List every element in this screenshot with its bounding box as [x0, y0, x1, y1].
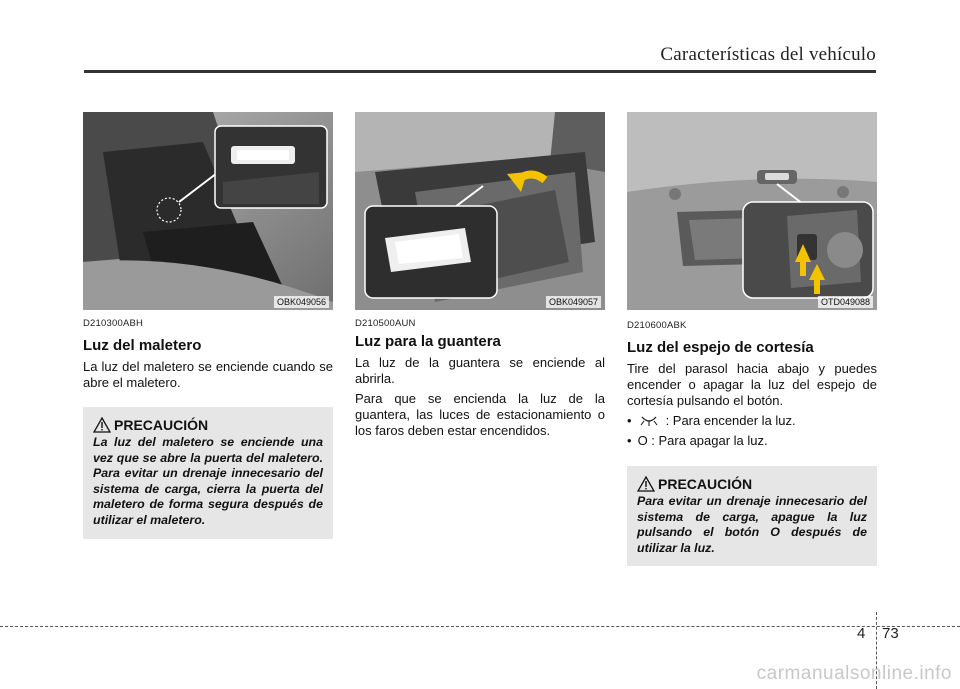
page-number: 73	[882, 625, 899, 642]
caution-text: La luz del maletero se enciende una vez que se abre la puerta del maletero. Para evitar un drenaje innecesario del sistema de carga, cierra la puerta del maletero de forma segura después de utilizar el maletero.	[93, 435, 323, 527]
watermark: carmanualsonline.info	[756, 663, 952, 684]
section-title: Luz del espejo de cortesía	[627, 339, 814, 356]
warning-triangle-icon	[93, 417, 111, 433]
section-paragraph: Para que se encienda la luz de la guantera, las luces de estacionamiento o los faros deben estar encendidos.	[355, 391, 605, 438]
bullet-dot: •	[627, 413, 632, 428]
bullet-item	[627, 413, 877, 429]
caution-title: PRECAUCIÓN	[114, 417, 209, 433]
section-code: D210500AUN	[355, 318, 416, 329]
caution-header	[637, 476, 867, 492]
warning-triangle-icon	[637, 476, 655, 492]
lamp-icon	[638, 415, 660, 427]
section-paragraph: La luz del maletero se enciende cuando se abre el maletero.	[83, 359, 333, 390]
footer-divider	[0, 626, 960, 627]
section-trunk-light	[83, 112, 333, 539]
glovebox-light-photo	[355, 112, 605, 310]
caution-text: Para evitar un drenaje innecesario del sistema de carga, apague la luz pulsando el botón O después de utilizar la luz.	[637, 494, 867, 555]
section-title: Luz para la guantera	[355, 333, 501, 350]
section-glovebox-light	[355, 112, 605, 439]
photo-code-label: OBK049057	[546, 296, 601, 308]
chapter-number: 4	[857, 625, 866, 642]
section-code: D210600ABK	[627, 320, 687, 331]
section-title: Luz del maletero	[83, 337, 202, 354]
section-paragraph: La luz de la guantera se enciende al abrirla.	[355, 355, 605, 386]
photo-code-label: OBK049056	[274, 296, 329, 308]
section-vanity-mirror-light	[627, 112, 877, 566]
vanity-mirror-photo	[627, 112, 877, 310]
bullet-item	[627, 433, 877, 449]
header-divider	[84, 70, 876, 73]
section-code: D210300ABH	[83, 318, 144, 329]
section-paragraph: Tire del parasol hacia abajo y puedes encender o apagar la luz del espejo de cortesía pulsando el botón.	[627, 361, 877, 408]
caution-box	[627, 466, 877, 566]
bullet-text: O : Para apagar la luz.	[637, 433, 768, 448]
vanity-mirror-illustration	[627, 112, 877, 310]
caution-box	[83, 407, 333, 539]
bullet-dot: •	[627, 433, 632, 448]
page-header-title: Características del vehículo	[660, 44, 876, 65]
caution-title: PRECAUCIÓN	[658, 476, 753, 492]
bullet-text: : Para encender la luz.	[665, 413, 796, 428]
trunk-illustration	[83, 112, 333, 310]
glovebox-illustration	[355, 112, 605, 310]
photo-code-label: OTD049088	[818, 296, 873, 308]
caution-header	[93, 417, 323, 433]
trunk-light-photo	[83, 112, 333, 310]
